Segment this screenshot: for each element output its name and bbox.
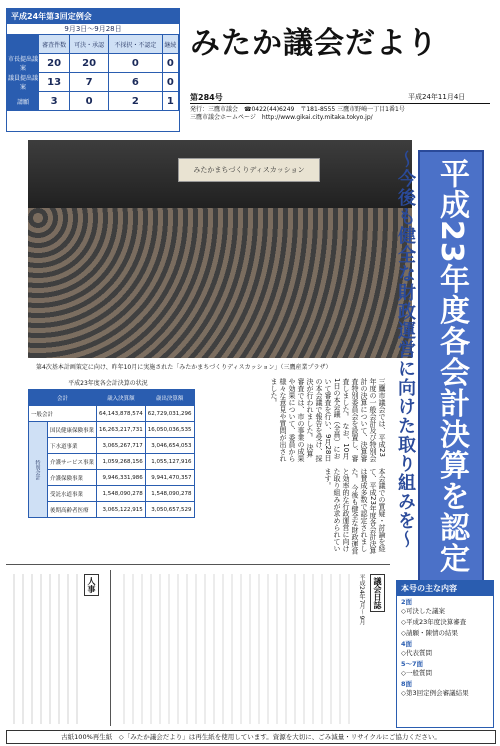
article-paragraph: なお、10月1日の本会議（全員）において審査を行い、9月28日の本会議で報告を受け、採決が行われました。 (306, 378, 350, 462)
session-row (8, 92, 179, 111)
session-cell: 20 (39, 54, 70, 73)
session-col-header: 継続 (162, 35, 178, 54)
list-item (397, 596, 493, 616)
article-body-top (196, 378, 386, 462)
session-cell: 0 (162, 73, 178, 92)
publisher-line: 発行：三鷹市議会 ☎0422(44)6249 〒181-8555 三鷹市野崎一丁目1番1号 (190, 106, 405, 113)
session-row (8, 73, 179, 92)
session-cell: 7 (70, 73, 109, 92)
session-cell: 0 (162, 54, 178, 73)
session-row-label: 市長提出議案 (8, 54, 39, 73)
session-corner (8, 35, 39, 54)
table-row (29, 438, 195, 454)
masthead (190, 18, 490, 88)
list-item (397, 658, 493, 678)
table-row (29, 422, 195, 438)
budget-out: 9,941,470,357 (145, 470, 194, 486)
table-row (29, 502, 195, 518)
session-cell: 2 (108, 92, 162, 111)
budget-name: 国民健康保険事業 (48, 422, 97, 438)
table-row (29, 406, 195, 422)
session-cell: 3 (39, 92, 70, 111)
contents-text: ◇一般質問 (401, 669, 432, 677)
contents-page: 8面 (401, 680, 413, 688)
article-paragraph: 三鷹市議会では、平成23年度の一般会計及び特別会計の決算について、決算審査特別委員会を設置し、審査しました。 (342, 378, 386, 462)
diary-title: 議会日誌 (370, 574, 385, 612)
budget-name: 受託水道事業 (48, 486, 97, 502)
session-cell: 0 (70, 92, 109, 111)
budget-in: 1,548,090,278 (97, 486, 146, 502)
list-item (397, 678, 493, 698)
sub-headline (392, 150, 416, 590)
session-cell: 1 (162, 92, 178, 111)
diary-body (116, 574, 352, 724)
photo-banner: みたかまちづくりディスカッション (178, 158, 320, 182)
table-row (29, 470, 195, 486)
session-row-label: 議員提出議案 (8, 73, 39, 92)
budget-name: 後期高齢者医療 (48, 502, 97, 518)
budget-table-box (28, 378, 192, 518)
budget-table (28, 389, 195, 518)
contents-text: ◇請願・陳情の結果 (401, 629, 458, 637)
session-col-header: 不採択・不認定 (108, 35, 162, 54)
budget-side-label: 特別会計 (29, 422, 48, 518)
personnel-body (6, 574, 82, 724)
contents-page: 2面 (401, 598, 413, 606)
budget-out: 1,548,090,278 (145, 486, 194, 502)
list-item (397, 627, 493, 638)
issue-date: 平成24年11月4日 (408, 93, 466, 101)
contents-box (396, 580, 494, 728)
budget-name: 介護保険事業 (48, 470, 97, 486)
list-item (397, 638, 493, 658)
session-title: 平成24年第3回定例会 (7, 9, 179, 24)
article-body-bottom (196, 468, 386, 558)
article-paragraph: 本会議での質疑・討論を経て、平成23年度各会計決算は賛成多数で認定されました。 (351, 468, 386, 554)
session-cell: 0 (108, 54, 162, 73)
contents-page: 4面 (401, 640, 413, 648)
budget-out: 3,046,654,053 (145, 438, 194, 454)
photo-caption: 第4次基本計画策定に向け、昨年10月に実施された「みたかまちづくりディスカッション」（三鷹産業プラザ） (36, 364, 332, 371)
budget-in: 16,263,217,731 (97, 422, 146, 438)
sub-headline-text: ～今後も健全な財政運営に向けた取り組みを～ (395, 150, 416, 549)
contents-text: ◇可決した議案 (401, 607, 445, 615)
budget-name: 一般会計 (29, 406, 97, 422)
meeting-photo (28, 140, 412, 358)
budget-name: 下水道事業 (48, 438, 97, 454)
session-col-header: 可決・承認 (70, 35, 109, 54)
session-cell: 6 (108, 73, 162, 92)
table-row (29, 454, 195, 470)
article-paragraph: 今後も健全な財政運営と効率的な行政運営に向けた取り組みが求められています。 (324, 468, 359, 555)
contents-page: 5～7面 (401, 660, 424, 668)
session-summary-box (6, 8, 180, 132)
budget-title: 平成23年度各会計決算の状況 (68, 380, 148, 387)
budget-out: 16,050,036,535 (145, 422, 194, 438)
divider (6, 564, 390, 565)
session-row-label: 請願 (8, 92, 39, 111)
personnel-title: 人事 (84, 574, 99, 596)
session-row (8, 54, 179, 73)
main-headline (418, 150, 484, 594)
budget-out: 3,050,657,529 (145, 502, 194, 518)
contents-text: ◇第3回定例会審議結果 (401, 689, 469, 697)
publisher-url: 三鷹市議会ホームページ http://www.gikai.city.mitaka.tokyo.jp/ (190, 114, 373, 121)
session-cell: 20 (70, 54, 109, 73)
budget-in: 3,065,267,717 (97, 438, 146, 454)
list-item (397, 616, 493, 627)
budget-col-header: 会計 (29, 390, 97, 406)
budget-out: 62,729,031,296 (145, 406, 194, 422)
divider (110, 570, 111, 726)
session-col-header: 審査件数 (39, 35, 70, 54)
budget-out: 1,055,127,916 (145, 454, 194, 470)
session-dates: 9月3日～9月28日 (64, 25, 122, 33)
photo-crowd (28, 208, 412, 358)
budget-in: 9,946,331,986 (97, 470, 146, 486)
diary-period: 平成24年7月～9月 (358, 574, 365, 626)
article-paragraph: 決算審査では、市の事業の成果や効果について、委員から様々な意見や質問が出されました。 (270, 378, 314, 462)
main-headline-text: 平成23年度各会計決算を認定 (434, 158, 469, 574)
budget-in: 1,059,268,156 (97, 454, 146, 470)
contents-title: 本号の主な内容 (397, 581, 493, 596)
table-row (29, 486, 195, 502)
budget-name: 介護サービス事業 (48, 454, 97, 470)
contents-text: ◇代表質問 (401, 649, 432, 657)
masthead-title: みたか議会だより (190, 26, 438, 61)
budget-col-header: 歳出決算額 (145, 390, 194, 406)
session-cell: 13 (39, 73, 70, 92)
budget-in: 3,065,122,915 (97, 502, 146, 518)
session-table (7, 34, 179, 111)
budget-col-header: 歳入決算額 (97, 390, 146, 406)
contents-text: ◇平成23年度決算審査 (401, 618, 467, 626)
publisher-info (190, 103, 490, 122)
recycle-footer: 古紙100%再生紙 ◇「みたか議会だより」は再生紙を使用しています。資源を大切に、ごみ減量・リサイクルにご協力ください。 (6, 730, 496, 744)
budget-in: 64,143,878,574 (97, 406, 146, 422)
issue-number: 第284号 (190, 93, 223, 102)
